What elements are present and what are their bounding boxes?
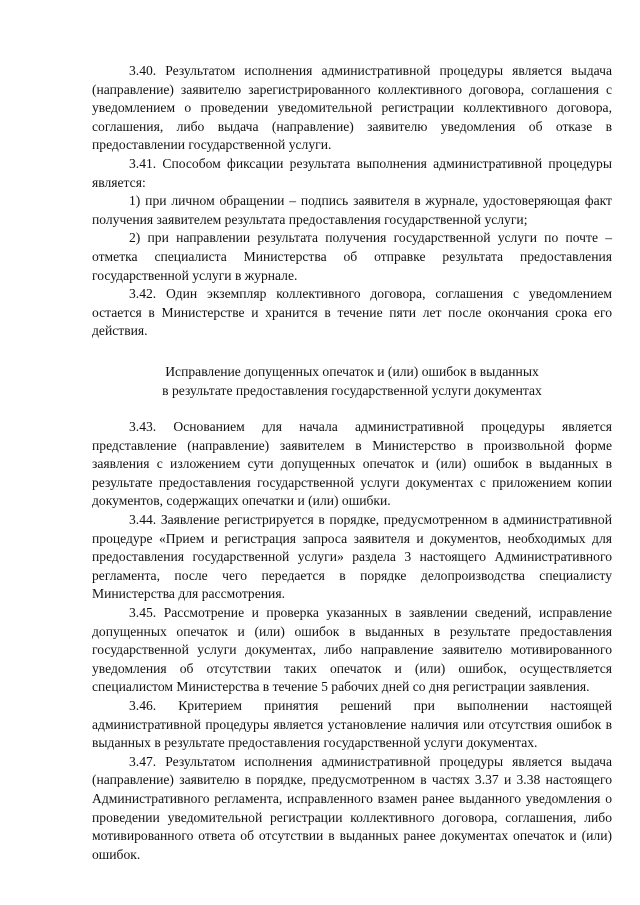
paragraph-3-41-item-2: 2) при направлении результата получения государственной услуги по почте – отметка специалиста Министерства об отправке результата предоставления государственной услуги в журнале. [92, 230, 612, 283]
section-heading [92, 363, 612, 400]
paragraph-3-41-item-1: 1) при личном обращении – подпись заявителя в журнале, удостоверяющая факт получения заявителем результата предоставления государственной услуги; [92, 193, 612, 227]
paragraph-3-42: 3.42. Один экземпляр коллективного договора, соглашения с уведомлением остается в Министерстве и хранится в течение пяти лет после окончания срока его действия. [92, 286, 612, 339]
section-heading-line-1: Исправление допущенных опечаток и (или) ошибок в выданных [165, 363, 539, 379]
paragraph-3-40: 3.40. Результатом исполнения административной процедуры является выдача (направление) заявителю зарегистрированного коллективного договора, соглашения с уведомлением о проведении уведомительной регистрации коллективного договора, соглашения, либо выдача (направление) заявителю уведомления об отказе в предоставлении государственной услуги. [92, 63, 612, 153]
paragraph-3-41: 3.41. Способом фиксации результата выполнения административной процедуры является: [92, 155, 612, 190]
paragraph-3-46: 3.46. Критерием принятия решений при выполнении настоящей административной процедуры является установление наличия или отсутствия ошибок в выданных в результате предоставления государственной услуги документах. [92, 698, 612, 751]
paragraph-3-45: 3.45. Рассмотрение и проверка указанных в заявлении сведений, исправление допущенных опечаток и (или) ошибок в выданных в результате предоставления государственной услуги документах, либо направление заявителю мотивированного уведомления об отсутствии таких опечаток и (или) ошибок, осуществляется специалистом Министерства в течение 5 рабочих дней со дня регистрации заявления. [92, 605, 612, 695]
section-heading-line-2: в результате предоставления государственной услуги документах [162, 382, 542, 398]
paragraph-3-44: 3.44. Заявление регистрируется в порядке, предусмотренном в административной процедуре «Прием и регистрация запроса заявителя и документов, необходимых для предоставления государственной услуги» раздела 3 настоящего Административного регламента, после чего передается в порядке делопроизводства специалисту Министерства для рассмотрения. [92, 512, 612, 602]
paragraph-3-43: 3.43. Основанием для начала административной процедуры является представление (направление) заявителем в Министерство в произвольной форме заявления с изложением сути допущенных опечаток и (или) ошибок в выданных в результате предоставления государственной услуги документах с приложением копии документов, содержащих опечатки и (или) ошибки. [92, 419, 612, 509]
paragraph-3-47: 3.47. Результатом исполнения административной процедуры является выдача (направление) заявителю в порядке, предусмотренном в частях 3.37 и 3.38 настоящего Административного регламента, исправленного взамен ранее выданного уведомления о проведении уведомительной регистрации коллективного договора, соглашения, либо мотивированного ответа об отсутствии в выданных ранее документах опечаток и (или) ошибок. [92, 753, 612, 862]
